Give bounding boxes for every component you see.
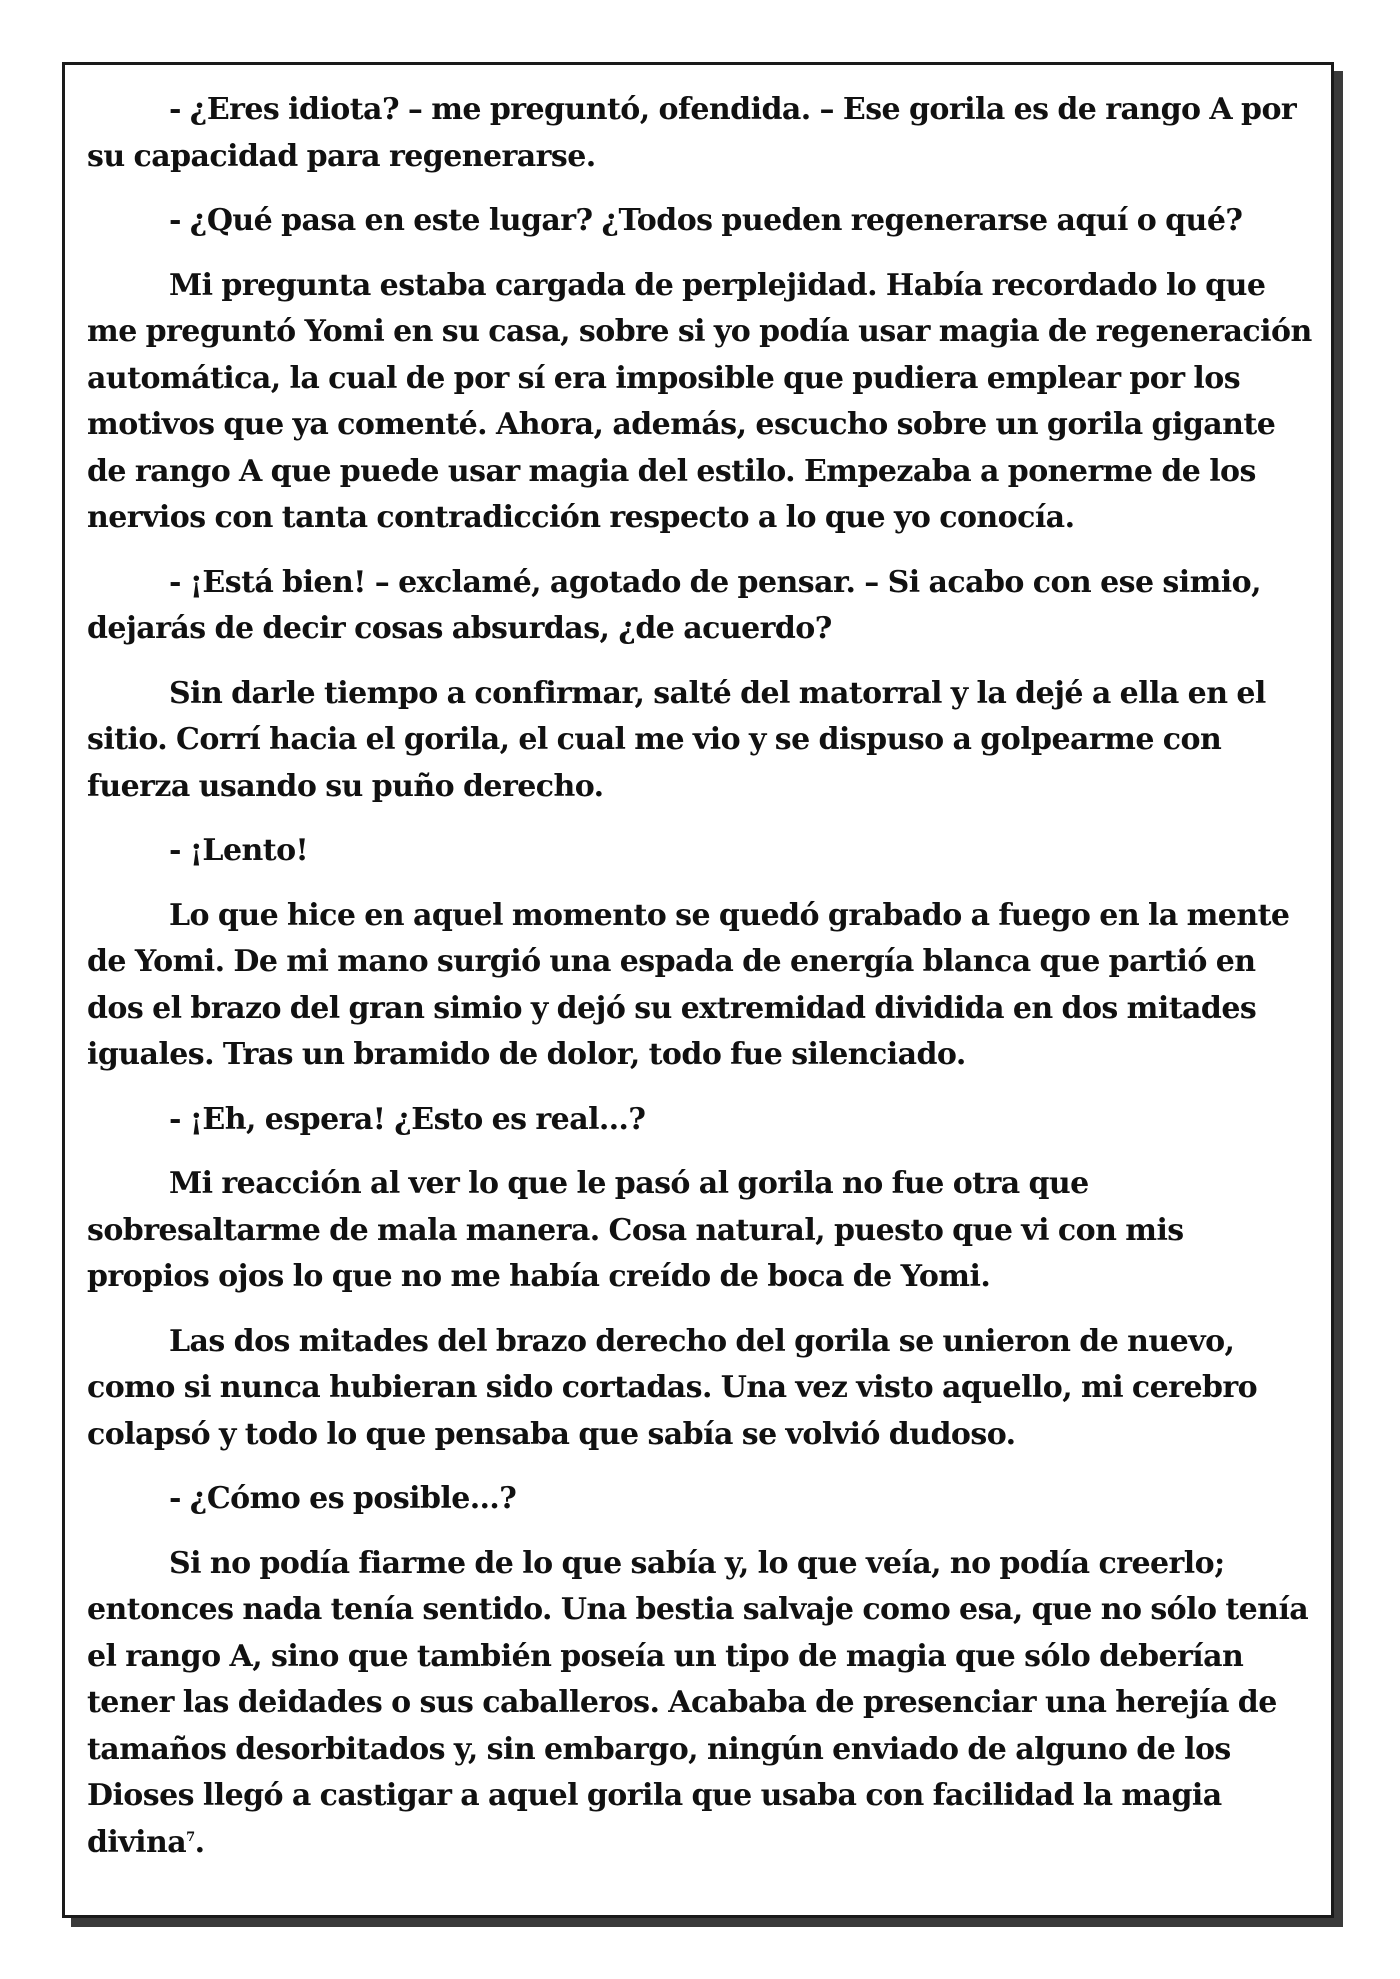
paragraph: Mi pregunta estaba cargada de perplejidad. Había recordado lo que me preguntó Yomi en su casa, sobre si yo podía usar magia de regeneración automática, la cual de por sí era imposible que pudiera emplear por los motivos que ya comenté. Ahora, además, escucho sobre un gorila gigante de rango A que puede usar magia del estilo. Empezaba a ponerme de los nervios con tanta contradicción respecto a lo que yo conocía.	[87, 267, 1312, 535]
paragraph: - ¿Eres idiota? – me preguntó, ofendida. – Ese gorila es de rango A por su capacidad para regenerarse.	[87, 92, 1297, 174]
paragraph: - ¿Qué pasa en este lugar? ¿Todos pueden regenerarse aquí o qué?	[169, 203, 1243, 238]
paragraph: - ¡Eh, espera! ¿Esto es real…?	[169, 1101, 646, 1137]
paragraph: - ¡Está bien! – exclamé, agotado de pensar. – Si acabo con ese simio, dejarás de decir cosas absurdas, ¿de acuerdo?	[87, 564, 1261, 646]
last-paragraph	[87, 1541, 1313, 1867]
last-paragraph-text: Si no podía fiarme de lo que sabía y, lo que veía, no podía creerlo; entonces nada tenía sentido. Una bestia salvaje como esa, que no sólo tenía el rango A, sino que también poseía un tipo de magia que sólo deberían tener las deidades o sus caballeros. Acababa de presenciar una herejía de tamaños desorbitados y, sin embargo, ningún enviado de alguno de los Dioses llegó a castigar a aquel gorila que usaba con facilidad la magia divina	[87, 1545, 1309, 1860]
paragraph: Lo que hice en aquel momento se quedó grabado a fuego en la mente de Yomi. De mi mano surgió una espada de energía blanca que partió en dos el brazo del gran simio y dejó su extremidad dividida en dos mitades iguales. Tras un bramido de dolor, todo fue silenciado.	[87, 897, 1290, 1072]
paragraph: - ¡Lento!	[169, 833, 309, 868]
paragraph: Las dos mitades del brazo derecho del gorila se unieron de nuevo, como si nunca hubieran sido cortadas. Una vez visto aquello, mi cerebro colapsó y todo lo que pensaba que sabía se volvió dudoso.	[87, 1323, 1258, 1452]
paragraph: Mi reacción al ver lo que le pasó al gorila no fue otra que sobresaltarme de mala manera. Cosa natural, puesto que vi con mis propios ojos lo que no me había creído de boca de Yomi.	[87, 1166, 1184, 1294]
paragraph: - ¿Cómo es posible…?	[169, 1481, 517, 1516]
footnote-marker[interactable]: 7	[186, 1829, 195, 1845]
page-frame	[62, 62, 1334, 1918]
last-paragraph-ending: .	[194, 1824, 205, 1860]
paragraph: Sin darle tiempo a confirmar, salté del matorral y la dejé a ella en el sitio. Corrí hacia el gorila, el cual me vio y se dispuso a golpearme con fuerza usando su puño derecho.	[87, 675, 1266, 804]
text-body	[87, 87, 1313, 1884]
